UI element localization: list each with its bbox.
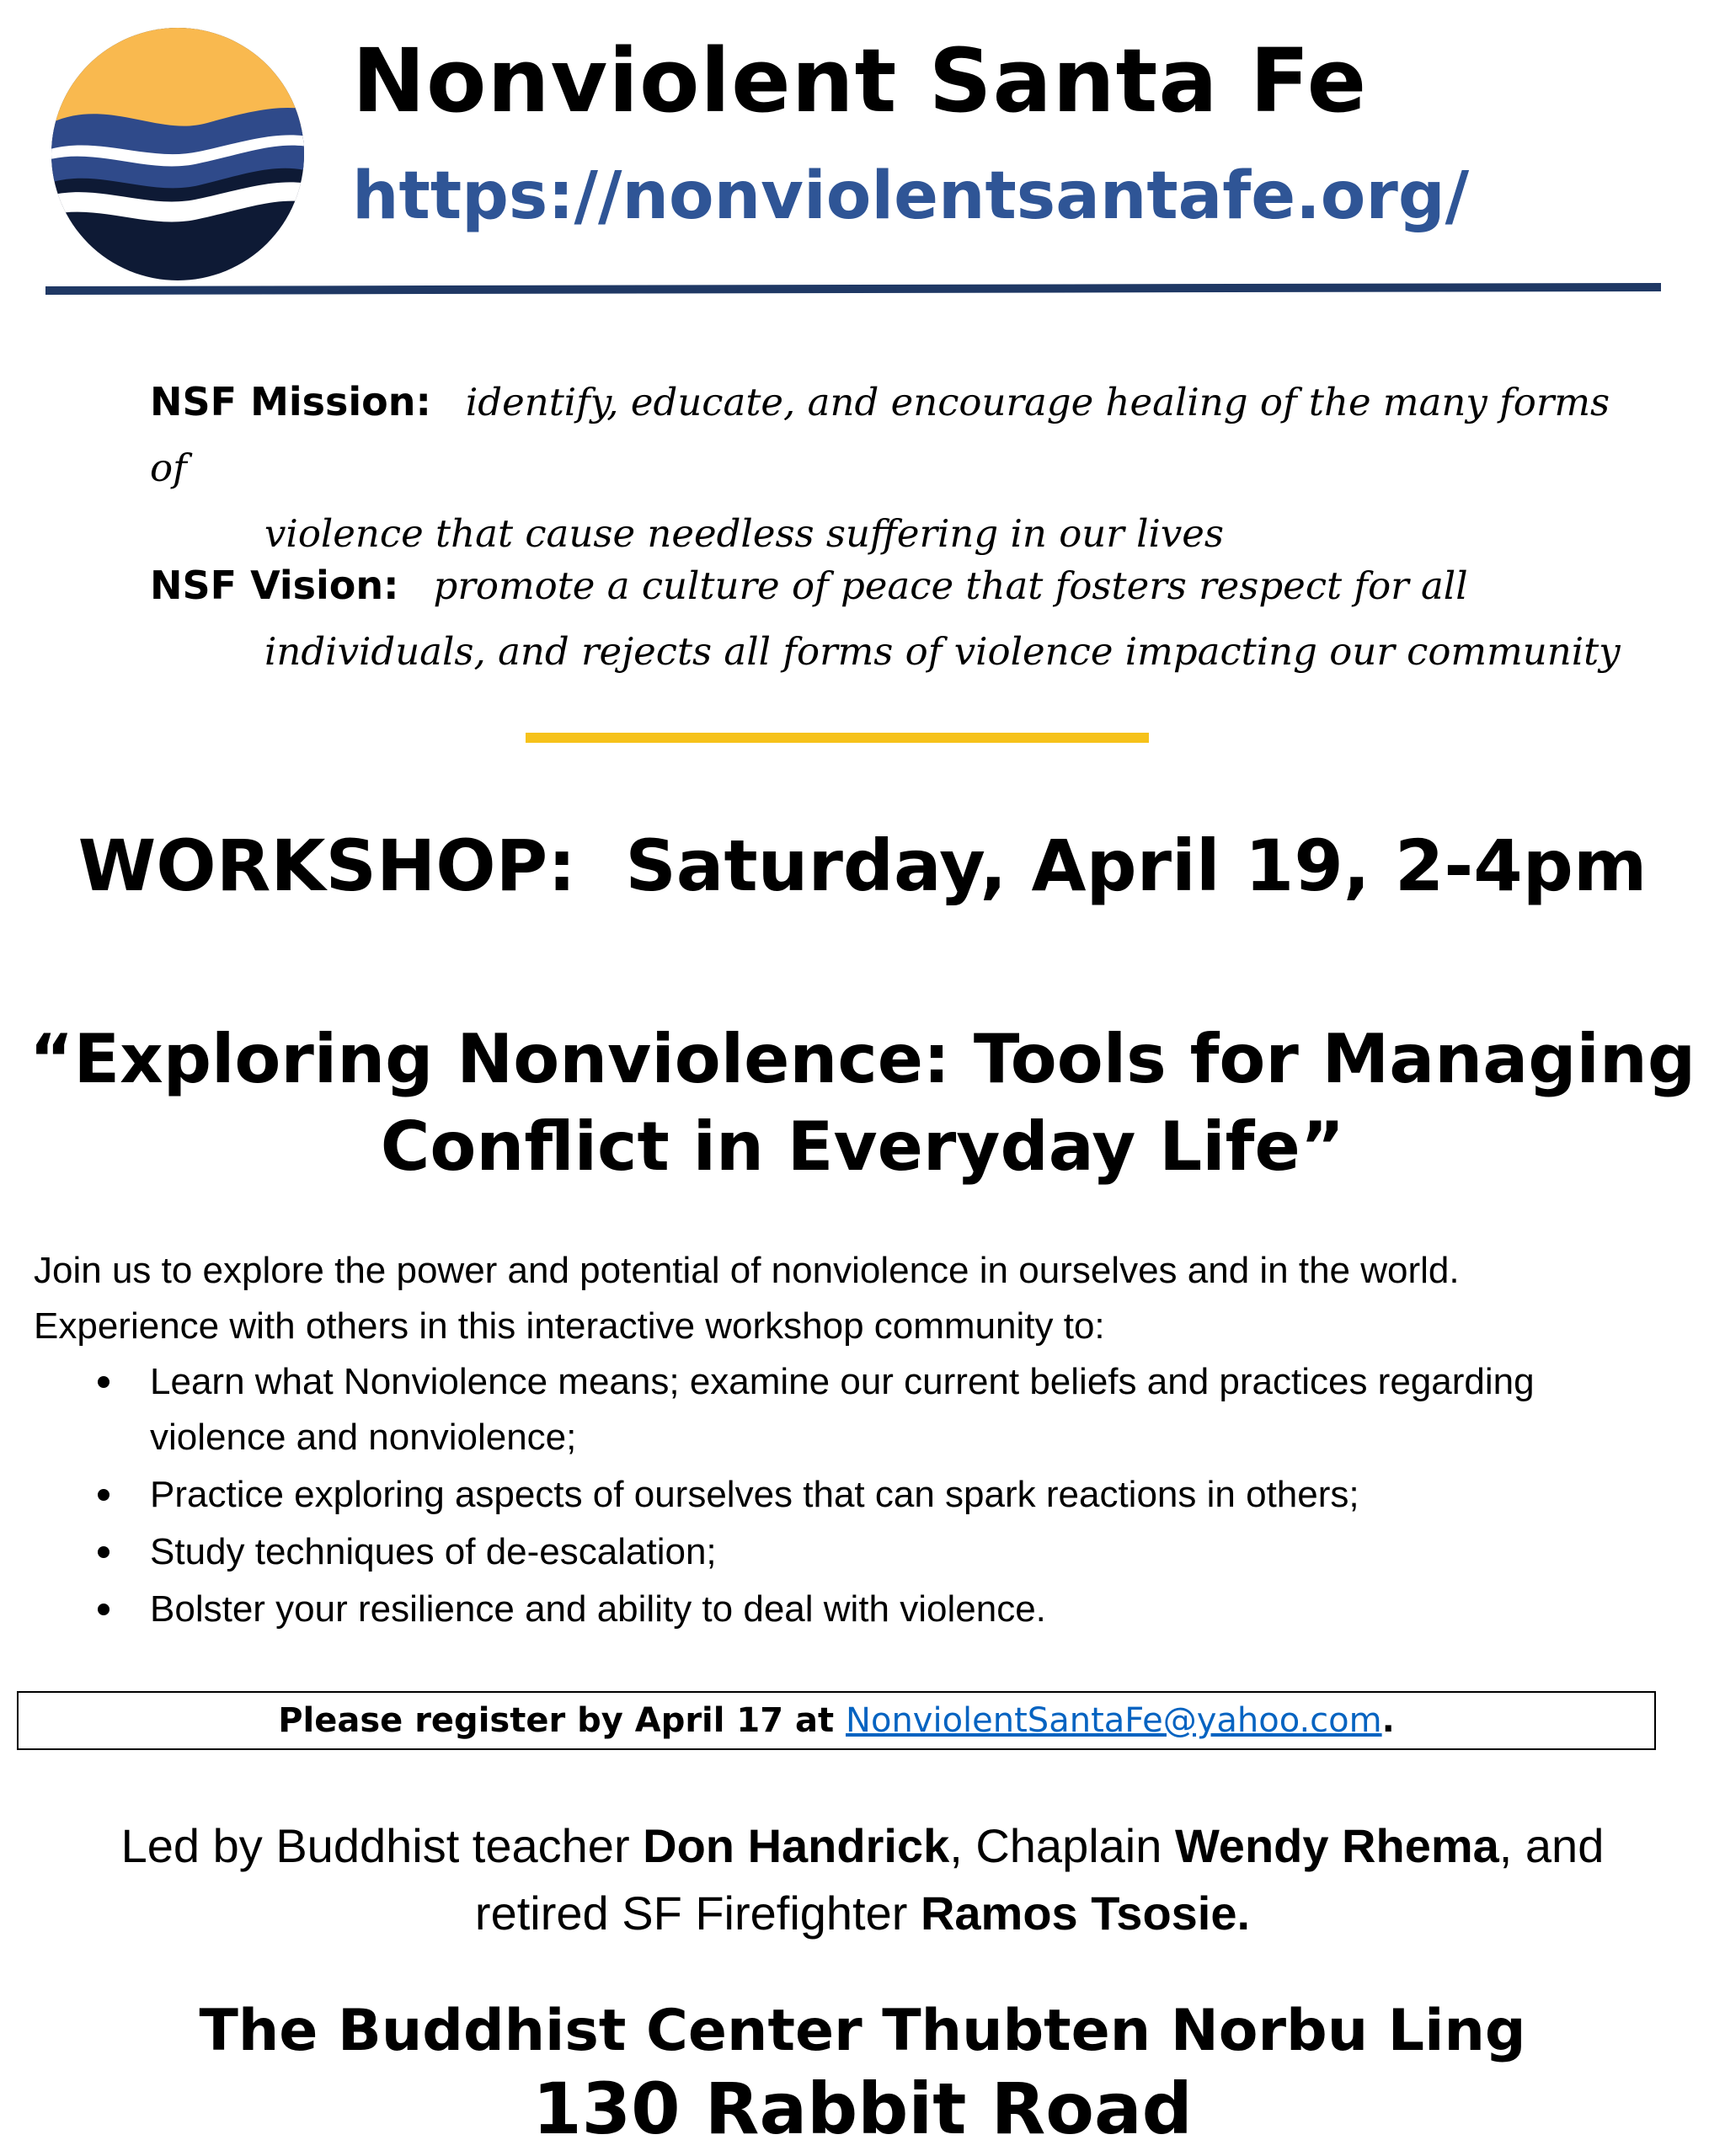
vision-text-line2: individuals, and rejects all forms of violence impacting our community <box>264 629 1621 674</box>
bullet-icon <box>98 1604 109 1615</box>
vision-text-line1: promote a culture of peace that fosters respect for all <box>433 563 1468 608</box>
workshop-title-line2: Conflict in Everyday Life” <box>380 1107 1345 1186</box>
list-item: Study techniques of de-escalation; <box>0 1524 1582 1580</box>
workshop-heading: WORKSHOP: Saturday, April 19, 2-4pm <box>77 825 1648 907</box>
vision-statement <box>150 552 1632 685</box>
mission-text-line2: violence that cause needless suffering in our lives <box>264 511 1225 556</box>
bullet-icon <box>98 1546 109 1558</box>
leader-name-1: Don Handrick <box>643 1819 950 1872</box>
vision-label: NSF Vision: <box>150 563 399 608</box>
venue-address: 130 Rabbit Road <box>532 2068 1193 2150</box>
sun-waves-logo-icon <box>47 24 308 285</box>
leader-name-3: Ramos Tsosie. <box>920 1886 1251 1940</box>
org-name: Nonviolent Santa Fe <box>352 29 1368 132</box>
workshop-title <box>20 1016 1705 1191</box>
mission-statement <box>150 369 1632 567</box>
bullet-icon <box>98 1376 109 1388</box>
register-suffix: . <box>1381 1701 1395 1740</box>
workshop-title-line1: “Exploring Nonviolence: Tools for Managing <box>29 1020 1696 1098</box>
intro-line1: Join us to explore the power and potential of nonviolence in ourselves and in the world. <box>34 1250 1460 1291</box>
gold-divider <box>526 733 1149 743</box>
leaders-text: Led by Buddhist teacher Don Handrick, Chaplain Wendy Rhema, and retired SF Firefighter Ramos Tsosie. <box>120 1819 1605 1940</box>
list-item: Practice exploring aspects of ourselves that can spark reactions in others; <box>0 1467 1582 1523</box>
bullet-icon <box>98 1489 109 1501</box>
logo <box>47 24 308 285</box>
org-website-link[interactable]: https://nonviolentsantafe.org/ <box>352 158 1470 234</box>
intro-line2: Experience with others in this interactive workshop community to: <box>34 1305 1105 1347</box>
register-box <box>17 1691 1656 1750</box>
register-text: Please register by April 17 at <box>278 1701 846 1740</box>
list-item: Bolster your resilience and ability to deal with violence. <box>0 1582 1582 1637</box>
workshop-goals-list <box>0 1354 1582 1639</box>
list-item: Learn what Nonviolence means; examine our current beliefs and practices regarding violence and nonviolence; <box>0 1354 1582 1465</box>
leader-name-2: Wendy Rhema <box>1174 1819 1499 1872</box>
header-divider <box>45 283 1661 295</box>
mission-text-line1: identify, educate, and encourage healing of the many forms of <box>150 380 1610 490</box>
venue-name: The Buddhist Center Thubten Norbu Ling <box>199 1998 1526 2064</box>
mission-label: NSF Mission: <box>150 379 431 424</box>
register-email-link[interactable]: NonviolentSantaFe@yahoo.com <box>846 1701 1382 1740</box>
